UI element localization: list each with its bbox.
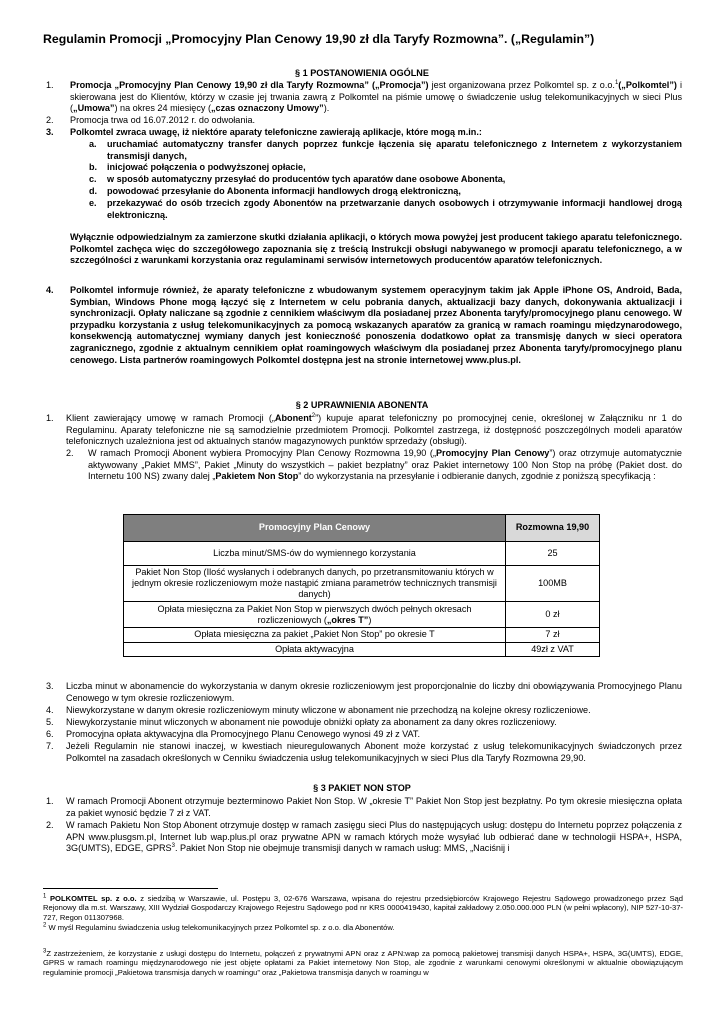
s3-paragraph-1: W ramach Promocji Abonent otrzymuje bezterminowo Pakiet Non Stop. W „okresie T” Pakiet Non Stop jest bezpłatny. Po tym okresie miesięczna opłata za pakiet wynosić będzie 7 zł z VAT.	[66, 796, 682, 818]
s2-p2-text-c: ”) oraz otrzymuje automatycznie aktywowany „Pakiet MMS”, Pakiet „Minuty do wszystkich – pakiet bezpłatny” oraz Pakiet internetowy 100 Non Stop na próbę (Pakiet dost. do Internetu 100 NS) zwany dalej „	[88, 448, 682, 482]
okres-t-alias: „okres T”	[326, 614, 369, 625]
s2-item-6: Promocyjna opłata aktywacyjna dla Promocyjnego Planu Cenowego wynosi 49 zł z VAT.	[66, 729, 420, 739]
footnote-ref-2: 2	[311, 412, 316, 419]
footnote-1-company: POLKOMTEL sp. z o.o.	[49, 894, 137, 903]
table-cell-value: 0 zł	[506, 602, 600, 628]
table-cell-value: 49zł z VAT	[506, 642, 600, 657]
document-title: Regulamin Promocji „Promocyjny Plan Cenowy 19,90 zł dla Taryfy Rozmowna”. („Regulamin”)	[43, 32, 595, 46]
sublist-item: w sposób automatyczny przesyłać do producentów tych aparatów dane osobowe Abonenta,	[107, 174, 506, 184]
s1-paragraph-3-tail: Wyłącznie odpowiedzialnym za zamierzone skutki działania aplikacji, o których mowa powyżej jest producent takiego aparatu telefonicznego. Polkomtel zachęca więc do szczegółowego zapoznania się z treścią Instrukcji obsługi nabywanego w promocji aparatu telefonicznego, a w szczególności z warunkami korzystania oraz regulaminami serwisów internetowych producentów aparatów telefonicznych.	[70, 232, 682, 266]
footnote-1-mark: 1	[43, 893, 47, 900]
table-cell-value: 25	[506, 542, 600, 566]
footnote-1-text: z siedzibą w Warszawie, ul. Postępu 3, 02-676 Warszawa, wpisana do rejestru przedsiębiorców Krajowego Rejestru Sądowego prowadzonego przez Sąd Rejonowy dla m.st. Warszawy, XIII Wydział Gospodarczy Krajowego Rejestru Sądowego pod nr KRS 0000419430, kapitał zakładowy 2.050.000.000 PLN (w pełni wpłacony), NIP 527-10-37-727, Regon 011307968.	[43, 894, 683, 922]
sublist-letter: e.	[89, 198, 97, 208]
table-row	[124, 566, 600, 602]
table-cell-label: Opłata miesięczna za pakiet „Pakiet Non Stop” po okresie T	[124, 628, 506, 643]
footnote-2-mark: 2	[43, 922, 47, 929]
s2-p2-text-a: W ramach Promocji Abonent wybiera Promocyjny Plan Cenowy Rozmowna 19,90 („	[88, 448, 436, 458]
s2-item-7-number: 7.	[46, 741, 54, 751]
s2-paragraph-1	[66, 413, 682, 448]
s2-p1-number: 1.	[46, 413, 54, 423]
pakiet-alias: Pakietem Non Stop	[215, 471, 299, 482]
table-cell-label: Liczba minut/SMS-ów do wymiennego korzystania	[124, 542, 506, 566]
s1-paragraph-2: Promocja trwa od 16.07.2012 r. do odwołania.	[70, 115, 256, 125]
footnote-2	[43, 923, 683, 932]
s1-p3-number: 3.	[46, 127, 54, 137]
s2-item-4: Niewykorzystane w danym okresie rozliczeniowym minuty wliczone w abonament nie przechodzą na kolejne okresy rozliczeniowe.	[66, 705, 591, 715]
s1-p1-text-g: ) na okres 24 miesięcy (	[114, 103, 211, 114]
s2-item-5-number: 5.	[46, 717, 54, 727]
s2-paragraph-2	[88, 448, 682, 483]
table-cell-label: Pakiet Non Stop (Ilość wysłanych i odebranych danych, po przetransmitowaniu których w jednym okresie rozliczeniowym może nastąpić zmiana parametrów technicznych transmisji danych)	[124, 566, 506, 602]
s3-paragraph-2	[66, 820, 682, 855]
s2-item-3: Liczba minut w abonamencie do wykorzystania w danym okresie rozliczeniowym jest proporcjonalnie do liczby dni obowiązywania Promocyjnego Planu Cenowego w tym okresie rozliczeniowym.	[66, 681, 682, 703]
sublist-item: powodować przesyłanie do Abonenta informacji handlowych drogą elektroniczną,	[107, 186, 461, 196]
s2-p1-text-a: Klient zawierający umowę w ramach Promocji („	[66, 413, 275, 423]
table-row	[124, 602, 600, 628]
s1-p1-text-e: i skierowana jest do Klientów, którzy w czasie jej trwania zawrą z Polkomtel na piśmie umowę o świadczenie usług telekomunikacyjnych w sieci Plus (	[70, 80, 682, 114]
s1-p1-number: 1.	[46, 80, 54, 90]
sublist-item: uruchamiać automatyczny transfer danych poprzez funkcje łączenia się aparatu telefonicznego z Internetem z wykorzystaniem transmisji danych,	[107, 139, 682, 161]
table-cell-label: Opłata aktywacyjna	[124, 642, 506, 657]
section-1-heading: § 1 POSTANOWIENIA OGÓLNE	[295, 68, 429, 78]
s3-p2-number: 2.	[46, 820, 54, 830]
row3-label-c: )	[368, 614, 372, 625]
footnote-ref-1: 1	[614, 79, 619, 86]
s2-item-7: Jeżeli Regulamin nie stanowi inaczej, w kwestiach nieuregulowanych Abonent może korzystać z usług telekomunikacyjnych świadczonych przez Polkomtel na zasadach określonych w Cenniku świadczenia usług telekomunikacyjnych w sieci Plus dla Taryfy Rozmowna 29,90.	[66, 741, 682, 763]
table-row	[124, 628, 600, 643]
section-3-heading: § 3 PAKIET NON STOP	[313, 783, 411, 793]
footnote-2-text: W myśl Regulaminu świadczenia usług telekomunikacyjnych przez Polkomtel sp. z o.o. dla Abonentów.	[46, 923, 395, 932]
s1-paragraph-1	[70, 80, 682, 115]
table-cell-label	[124, 602, 506, 628]
s2-p2-number: 2.	[66, 448, 74, 458]
sublist-letter: c.	[89, 174, 97, 184]
umowa-alias: „Umowa”	[73, 103, 115, 114]
footnote-1	[43, 894, 683, 922]
s2-item-5: Niewykorzystanie minut wliczonych w abonament nie powoduje obniżki opłaty za abonament za dany okres rozliczeniowy.	[66, 717, 557, 727]
table-header-row	[124, 515, 600, 542]
sublist-letter: b.	[89, 162, 98, 172]
table-row	[124, 642, 600, 657]
s3-p1-number: 1.	[46, 796, 54, 806]
footnote-3-text: Z zastrzeżeniem, że korzystanie z usługi dostępu do Internetu, połączeń z prywatnymi APN oraz z APN:wap za pomocą pakietowej transmisji danych HSPA+, HSPA, 3G(UMTS), EDGE, GPRS w ramach roamingu międzynarodowego nie jest objęte opłatami za Pakiet internetowy Non Stop, ale zgodnie z warunkami cenowymi określonymi w aktualnie obowiązującym regulaminie promocji „Pakietowa transmisja danych w roamingu” oraz „Pakietowa transmisja danych w roamingu w	[43, 949, 683, 977]
term-alias: „czas oznaczony Umowy”	[211, 103, 324, 114]
sublist-letter: d.	[89, 186, 98, 196]
table-header-rozmowna: Rozmowna 19,90	[506, 515, 600, 542]
s1-p1-text-i: ).	[323, 103, 330, 114]
s1-paragraph-4: Polkomtel informuje również, że aparaty telefoniczne z wbudowanym systemem operacyjnym takim jak Apple iPhone OS, Android, Bada, Symbian, Windows Phone mogą łączyć się z Internetem w celu pobrania danych, aktualizacji bazy danych, dokonywania aktualizacji i synchronizacji. Opłaty naliczane są zgodnie z cennikiem właściwym dla posiadanej przez Abonenta taryfy/promocyjnego planu cenowego. W przypadku korzystania z usług telekomunikacyjnych za pomocą wskazanych aparatów za granicą w ramach roamingu międzynarodowego, konsekwencją automatycznej wymiany danych jest konieczność ponoszenia dodatkowo opłat za transmisję danych w sieci operatora zagranicznego, zgodnie z aktualnym cennikiem opłat roamingowych właściwym dla posiadanej przez Abonenta taryfy/promocyjnego planu cenowego. Lista partnerów roamingowych Polkomtel dostępna jest na stronie internetowej www.plus.pl.	[70, 285, 682, 365]
sublist-item: przekazywać do osób trzecich zgody Abonentów na przetwarzanie danych osobowych i otrzymywanie informacji handlowej drogą elektroniczną.	[107, 198, 682, 220]
table-row	[124, 542, 600, 566]
sublist-item: inicjować połączenia o podwyższonej opłacie,	[107, 162, 306, 172]
footnote-separator	[43, 888, 218, 889]
promo-name: Promocja „Promocyjny Plan Cenowy 19,90 zł dla Taryfy Rozmowna”	[70, 80, 369, 90]
footnote-ref-3: 3	[171, 843, 175, 850]
sublist-letter: a.	[89, 139, 97, 149]
s3-p2-text-b: . Pakiet Non Stop nie obejmuje transmisji danych w ramach usług: MMS, „Naciśnij i	[174, 843, 510, 854]
plan-spec-table	[123, 514, 600, 657]
row3-label-a: Opłata miesięczna za Pakiet Non Stop w pierwszych dwóch pełnych okresach rozliczeniowych (	[157, 603, 472, 625]
s3-p2-text-a: W ramach Pakietu Non Stop Abonent otrzymuje dostęp w ramach zasięgu sieci Plus do następujących usług: dostępu do Internetu poprzez połączenia z APN www.plusgsm.pl, Internet lub wap.plus.pl oraz prywatne APN w ramach których może wysyłać lub odbierać dane w technologii HSPA+, HSPA, 3G(UMTS), EDGE, GPRS	[66, 820, 682, 854]
s2-p2-text-e: ” do wykorzystania na przesyłanie i odbieranie danych, zgodnie z poniższą specyfikacją :	[298, 471, 656, 482]
s1-paragraph-3: Polkomtel zwraca uwagę, iż niektóre aparaty telefoniczne zawierają aplikacje, które mogą m.in.:	[70, 127, 482, 137]
s2-item-6-number: 6.	[46, 729, 54, 739]
promo-alias: („Promocja”)	[368, 80, 429, 90]
table-cell-value: 100MB	[506, 566, 600, 602]
s2-item-4-number: 4.	[46, 705, 54, 715]
section-2-heading: § 2 UPRAWNIENIA ABONENTA	[295, 400, 429, 410]
s1-p2-number: 2.	[46, 115, 54, 125]
abonent-alias: Abonent	[274, 413, 312, 423]
polkomtel-alias: („Polkomtel”)	[618, 80, 677, 90]
s2-p1-text-c: ”) kupuje aparat telefoniczny po promocyjnej cenie, określonej w Załączniku nr 1 do Regulaminu. Aparaty telefoniczne nie są samodzielnie przedmiotem Promocji. Polkomtel zastrzega, iż dostępność poszczególnych modeli aparatów telefonicznych uzależniona jest od aktualnych stanów magazynowych punktów sprzedaży (obsługi).	[66, 413, 682, 447]
s1-p1-text-c: jest organizowana przez Polkomtel sp. z o.o.	[428, 80, 615, 90]
plan-alias: Promocyjny Plan Cenowy	[435, 448, 550, 458]
footnote-3-mark: 3	[43, 948, 47, 955]
table-header-plan: Promocyjny Plan Cenowy	[124, 515, 506, 542]
s1-p4-number: 4.	[46, 285, 54, 295]
table-cell-value: 7 zł	[506, 628, 600, 643]
footnote-3	[43, 949, 683, 977]
s2-item-3-number: 3.	[46, 681, 54, 691]
